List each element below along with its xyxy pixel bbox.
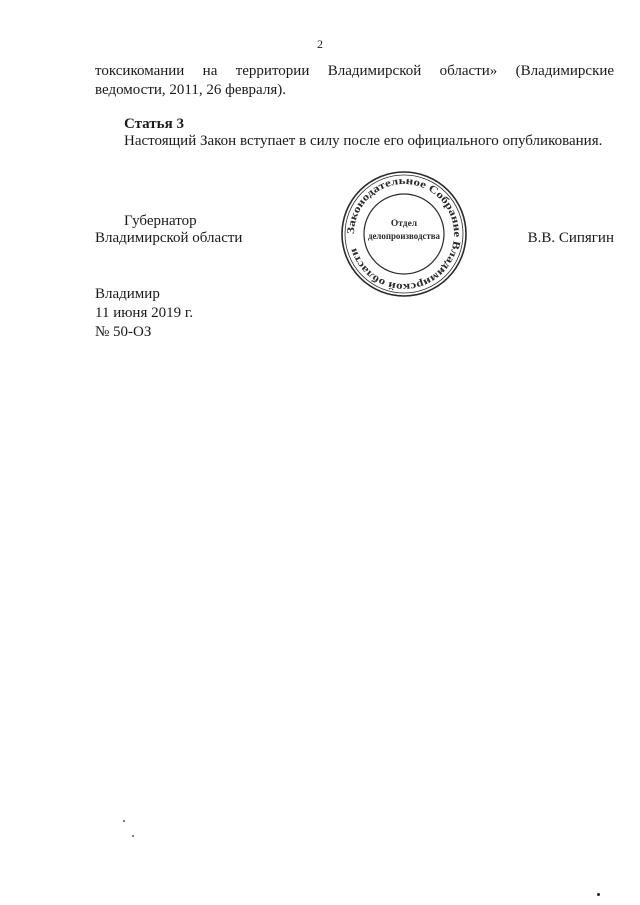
city: Владимир (95, 286, 160, 302)
article-text: Настоящий Закон вступает в силу после его официального опубликования. (124, 133, 603, 149)
page-number: 2 (317, 37, 323, 51)
intro-word: области» (439, 63, 498, 79)
scan-speck (123, 820, 125, 822)
intro-line-2: ведомости, 2011, 26 февраля). (95, 82, 286, 98)
seal-ring-textpath: Законодательное Собрание Влад мирской области (345, 175, 463, 293)
governor-title: Губернатор (124, 213, 197, 229)
seal-center-line-1: Отдел (390, 219, 418, 229)
intro-paragraph (95, 62, 614, 100)
intro-word: на (202, 63, 218, 79)
scan-speck (597, 893, 600, 896)
scan-speck (441, 270, 443, 272)
seal-center-line-2: делопроизводства (368, 231, 441, 241)
date: 11 июня 2019 г. (95, 305, 194, 321)
intro-word: (Владимирские (515, 63, 615, 79)
law-number: № 50-ОЗ (95, 324, 152, 340)
place-date-block (95, 285, 193, 342)
official-seal (338, 170, 470, 298)
signatory-name: В.В. Сипягин (527, 230, 614, 246)
article-title: Статья 3 (124, 116, 184, 132)
intro-word: Владимирской (327, 63, 422, 79)
governor-region: Владимирской области (95, 230, 243, 246)
intro-word: токсикомании (95, 63, 185, 79)
intro-line-1 (95, 62, 614, 81)
intro-word: территории (235, 63, 310, 79)
scan-speck (132, 835, 134, 837)
